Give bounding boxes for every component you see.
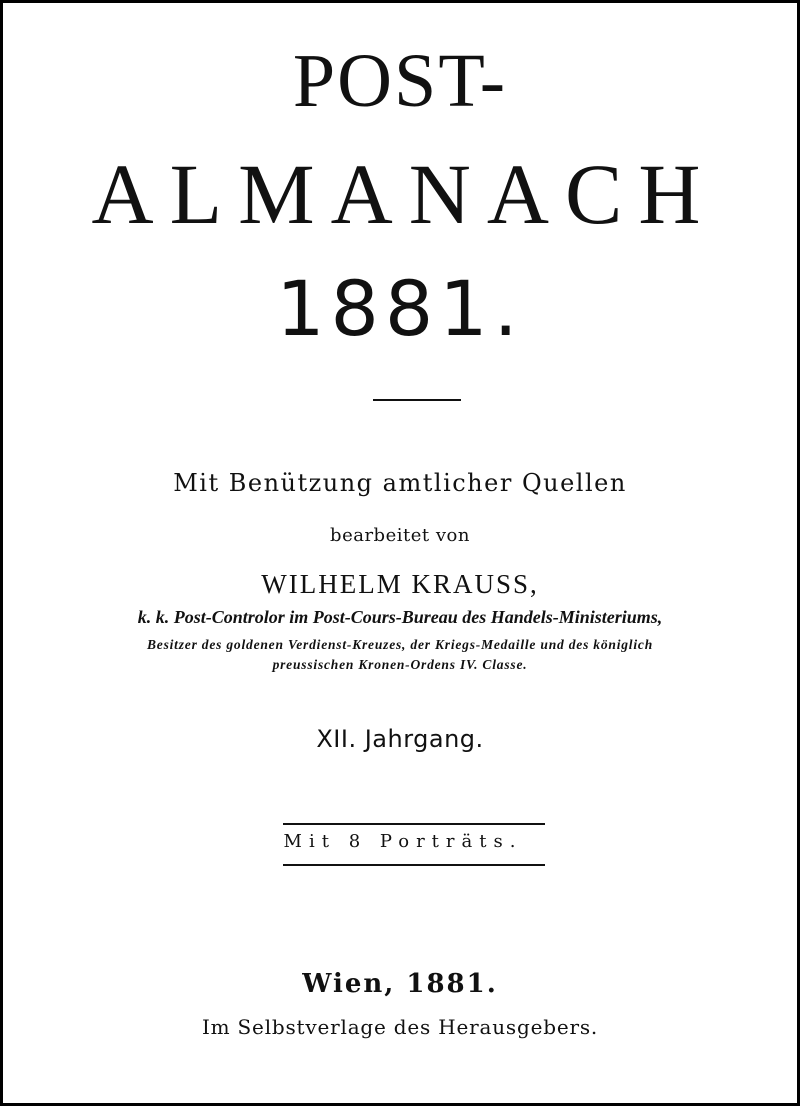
title-line-1: POST- — [292, 39, 508, 123]
author-honors-line-1: Besitzer des goldenen Verdienst-Kreuzes, der Kriegs-Medaille und des königlich — [146, 637, 654, 652]
author-name: WILHELM KRAUSS, — [261, 569, 539, 599]
imprint-place-date: Wien, 1881. — [302, 969, 498, 999]
volume-number: XII. Jahrgang. — [316, 725, 484, 753]
portraits-rule-bottom — [283, 864, 545, 866]
imprint-publisher: Im Selbstverlage des Herausgebers. — [201, 1015, 599, 1039]
portraits-rule-top — [283, 823, 545, 825]
subtitle: Mit Benützung amtlicher Quellen — [173, 469, 627, 497]
title-year: 1881. — [276, 264, 524, 353]
portraits-note: Mit 8 Porträts. — [283, 831, 523, 852]
title-line-2: ALMANACH — [91, 146, 717, 242]
divider-rule — [373, 399, 461, 401]
author-honors-line-2: preussischen Kronen-Ordens IV. Classe. — [272, 657, 528, 672]
edited-by: bearbeitet von — [330, 525, 470, 546]
author-position: k. k. Post-Controlor im Post-Cours-Bureau des Handels-Ministeriums, — [137, 607, 663, 627]
